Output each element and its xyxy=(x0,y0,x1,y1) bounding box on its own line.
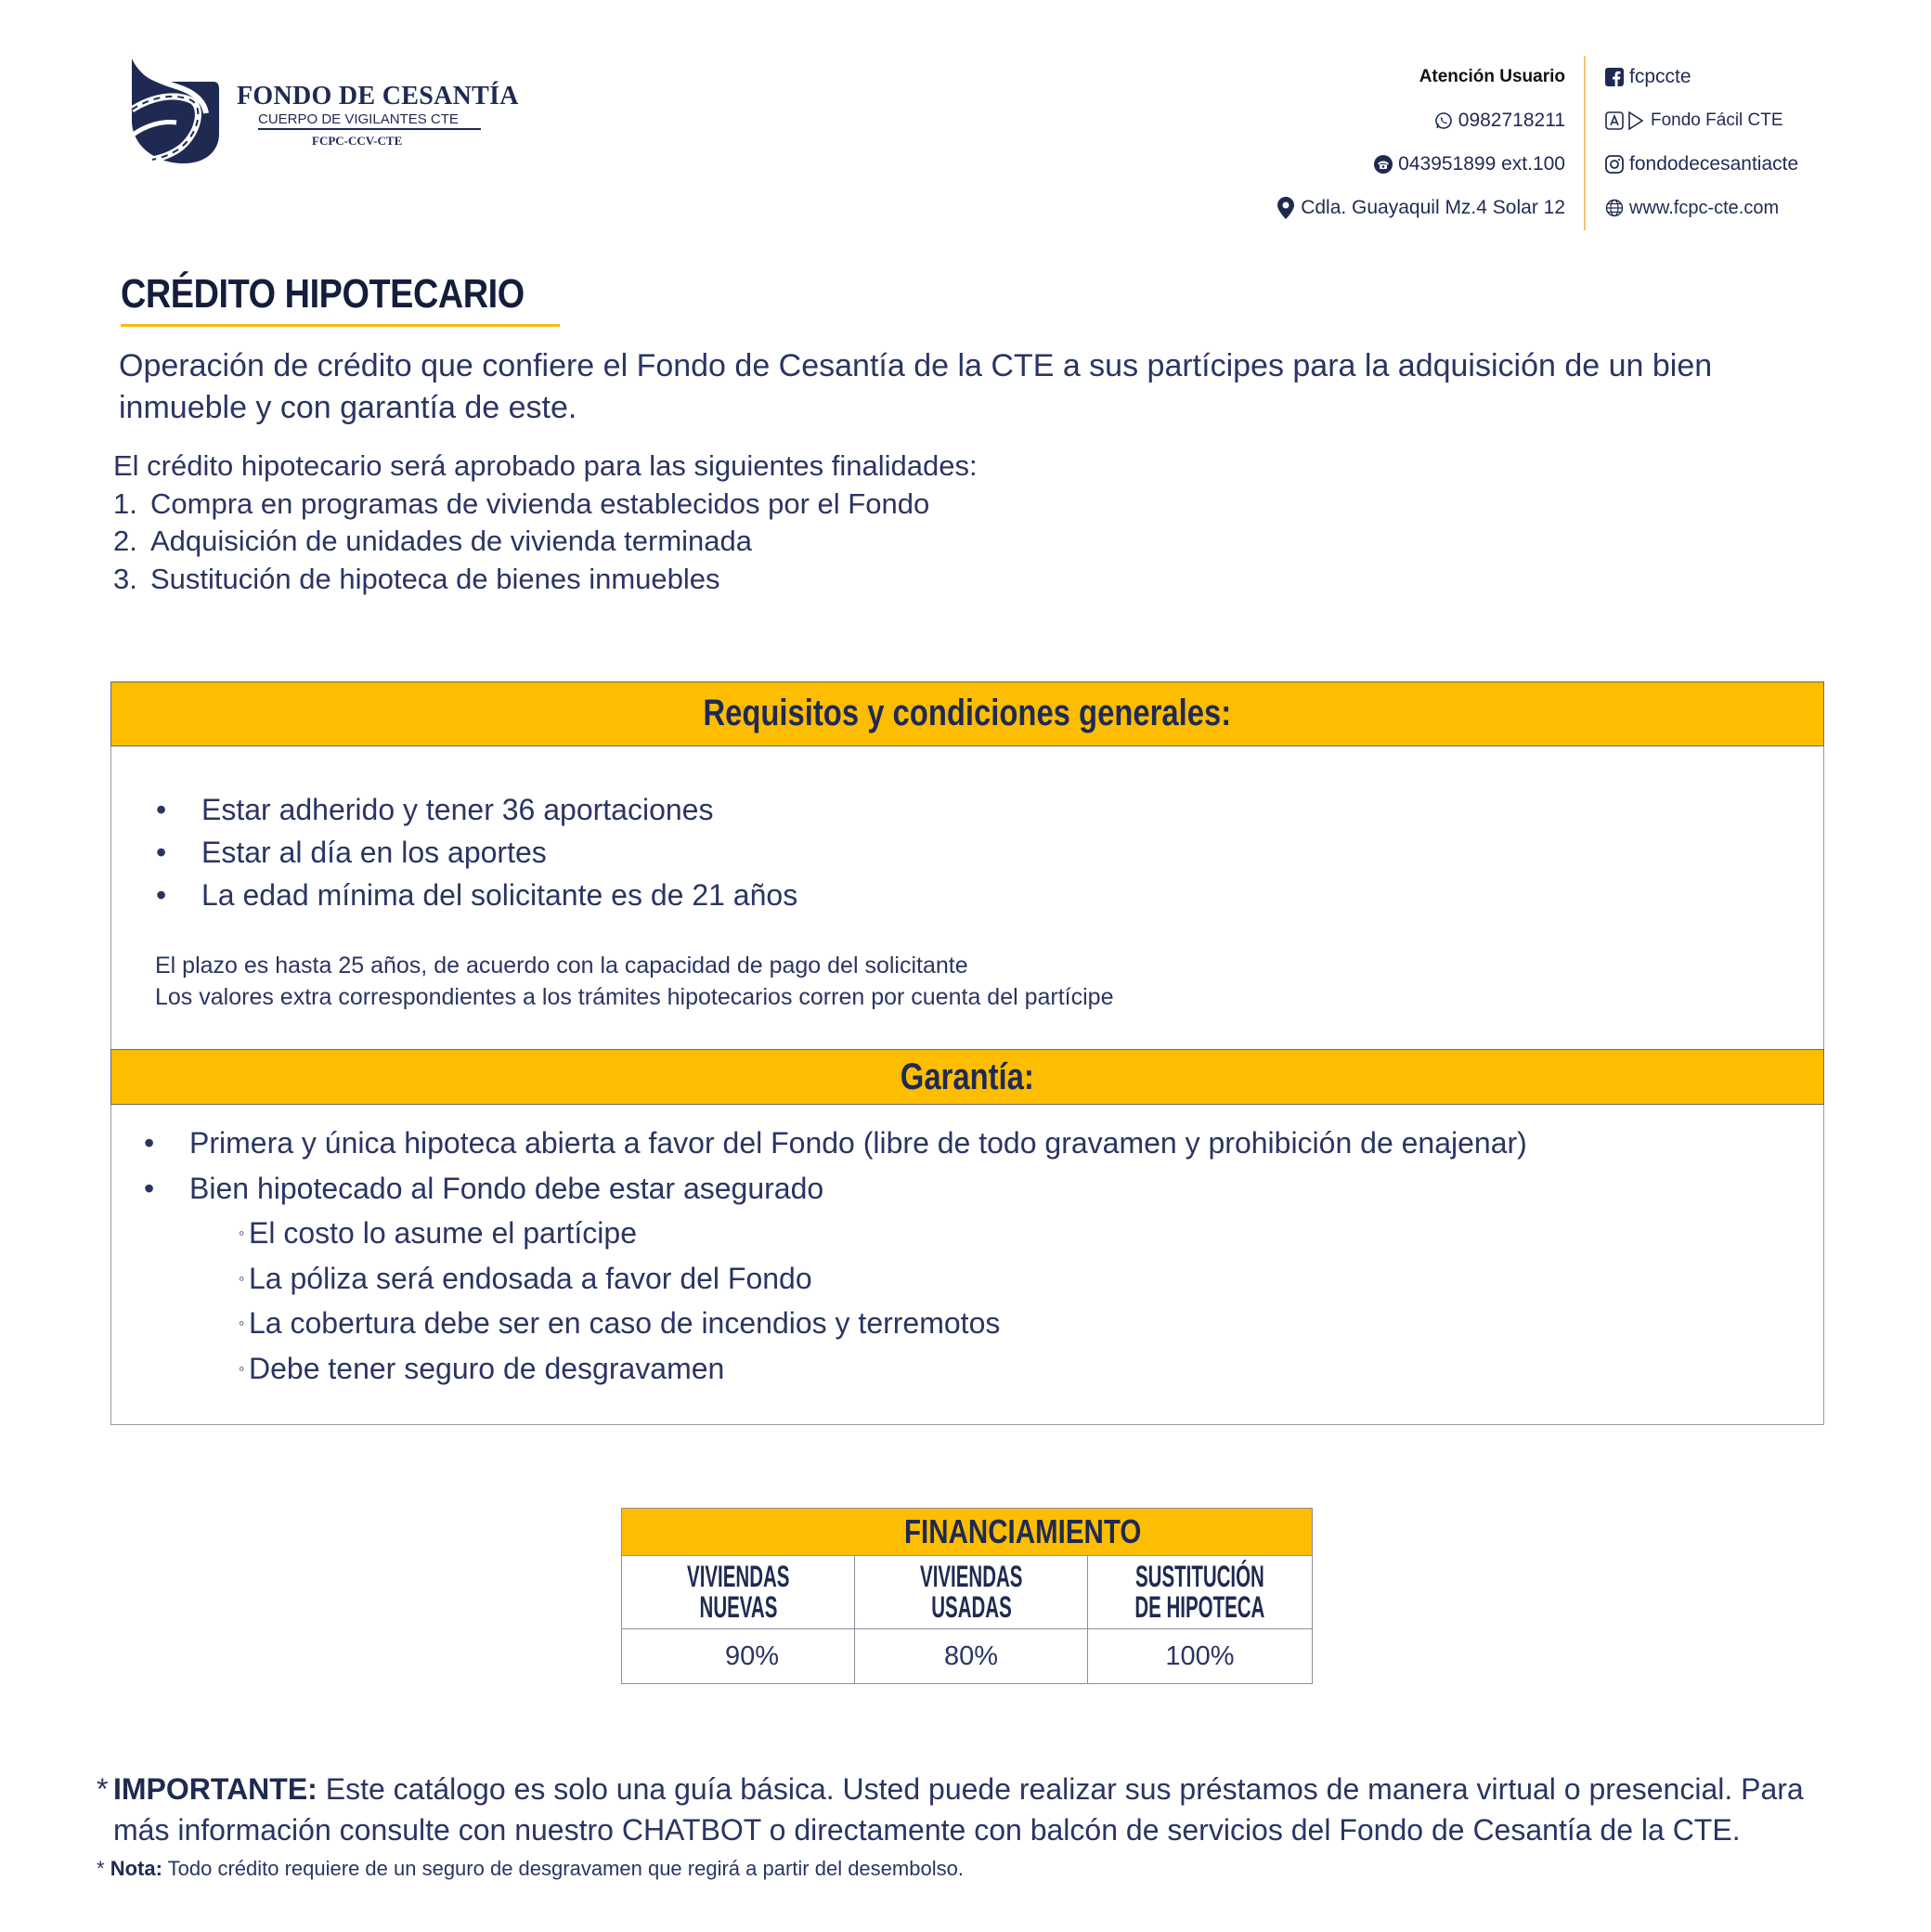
table-row xyxy=(622,1629,1313,1684)
circle-bullet-icon: ◦ xyxy=(239,1358,245,1378)
bullet-icon: • xyxy=(156,793,167,826)
nota-label: Nota: xyxy=(110,1857,162,1880)
app-store-icon xyxy=(1604,110,1625,131)
nota-text: Todo crédito requiere de un seguro de desgravamen que regirá a partir del desembolso. xyxy=(167,1857,964,1880)
facebook-icon xyxy=(1604,67,1625,87)
asterisk: * xyxy=(97,1772,109,1806)
title-underline xyxy=(121,324,560,327)
purpose-section xyxy=(113,447,1506,598)
brand-name: FONDO DE CESANTÍA xyxy=(237,82,519,110)
list-item: • Bien hipotecado al Fondo debe estar asegurado xyxy=(144,1166,1527,1212)
requirements-header xyxy=(110,681,1824,746)
facebook-handle: fcpccte xyxy=(1629,66,1691,87)
list-item: • Estar adherido y tener 36 aportaciones xyxy=(156,788,797,831)
list-item: ◦ Debe tener seguro de desgravamen xyxy=(144,1346,1000,1392)
globe-icon xyxy=(1604,198,1625,218)
list-item: • Primera y única hipoteca abierta a favor del Fondo (libre de todo gravamen y prohibición de enajenar) xyxy=(144,1121,1527,1166)
guarantee-header xyxy=(110,1049,1824,1105)
page-title: CRÉDITO HIPOTECARIO xyxy=(121,271,525,317)
phone-number: 043951899 ext.100 xyxy=(1398,153,1565,175)
brand-logo xyxy=(130,56,519,167)
financing-value: 100% xyxy=(1088,1629,1313,1684)
social-links xyxy=(1604,63,1901,238)
list-item: 2. Adquisición de unidades de vivienda terminada xyxy=(113,525,752,557)
financing-value: 90% xyxy=(622,1629,855,1684)
instagram-icon xyxy=(1604,154,1625,175)
column-header: VIVIENDAS USADAS xyxy=(855,1556,1088,1629)
road-shield-icon xyxy=(130,56,221,165)
list-item: 3. Sustitución de hipoteca de bienes inmuebles xyxy=(113,562,720,595)
app-link[interactable] xyxy=(1604,107,1901,150)
purpose-list xyxy=(113,486,1506,599)
asterisk: * xyxy=(97,1857,105,1880)
circle-bullet-icon: ◦ xyxy=(239,1224,245,1242)
list-item: ◦ La cobertura debe ser en caso de incendios y terremotos xyxy=(144,1301,1000,1346)
whatsapp-contact[interactable] xyxy=(1175,107,1565,150)
website-url: www.fcpc-cte.com xyxy=(1629,198,1780,218)
circle-bullet-icon: ◦ xyxy=(239,1268,245,1288)
financing-title: FINANCIAMIENTO xyxy=(903,1512,1142,1550)
bullet-icon: • xyxy=(156,878,167,912)
whatsapp-number: 0982718211 xyxy=(1458,110,1565,131)
requirements-title: Requisitos y condiciones generales: xyxy=(703,693,1232,733)
requirements-list xyxy=(156,788,797,916)
insurance-sublist xyxy=(144,1211,1000,1391)
nota-note xyxy=(97,1857,964,1881)
guarantee-title: Garantía: xyxy=(900,1057,1034,1097)
whatsapp-icon xyxy=(1433,110,1454,131)
contact-info xyxy=(1175,63,1565,238)
financing-value: 80% xyxy=(855,1629,1088,1684)
brand-code: FCPC-CCV-CTE xyxy=(312,134,403,148)
circle-bullet-icon: ◦ xyxy=(239,1314,245,1332)
instagram-handle: fondodecesantiacte xyxy=(1629,153,1799,175)
list-item: • Estar al día en los aportes xyxy=(156,831,797,874)
bullet-icon: • xyxy=(156,836,167,869)
app-name: Fondo Fácil CTE xyxy=(1651,110,1783,130)
important-note xyxy=(97,1769,1842,1850)
brand-subtitle: CUERPO DE VIGILANTES CTE xyxy=(258,111,481,130)
guarantee-box xyxy=(110,1049,1824,1425)
guarantee-list xyxy=(144,1121,1527,1211)
address-contact xyxy=(1175,194,1565,238)
important-label: IMPORTANTE: xyxy=(113,1772,318,1806)
purpose-lead: El crédito hipotecario será aprobado para las siguientes finalidades: xyxy=(113,449,978,482)
instagram-link[interactable] xyxy=(1604,150,1901,194)
facebook-link[interactable] xyxy=(1604,63,1901,107)
address-text: Cdla. Guayaquil Mz.4 Solar 12 xyxy=(1301,197,1565,218)
financing-table xyxy=(621,1508,1313,1684)
list-item: 1. Compra en programas de vivienda establecidos por el Fondo xyxy=(113,486,930,520)
contact-heading: Atención Usuario xyxy=(1419,67,1565,86)
list-item: • La edad mínima del solicitante es de 21 años xyxy=(156,874,797,916)
header-divider xyxy=(1584,56,1586,230)
bullet-icon: • xyxy=(144,1126,155,1160)
bullet-icon: • xyxy=(144,1171,155,1205)
column-header: VIVIENDAS NUEVAS xyxy=(622,1556,855,1629)
financing-title-cell xyxy=(622,1509,1313,1556)
list-item: ◦ La póliza será endosada a favor del Fondo xyxy=(144,1256,1000,1302)
google-play-icon xyxy=(1626,110,1646,131)
list-item: ◦ El costo lo asume el partícipe xyxy=(144,1211,1000,1256)
term-note: El plazo es hasta 25 años, de acuerdo con la capacidad de pago del solicitante xyxy=(155,953,968,979)
requirements-notes xyxy=(155,950,1113,1013)
column-header: SUSTITUCIÓN DE HIPOTECA xyxy=(1088,1556,1313,1629)
phone-contact[interactable] xyxy=(1175,150,1565,194)
requirements-box xyxy=(110,681,1824,1053)
website-link[interactable] xyxy=(1604,194,1901,238)
table-header-row xyxy=(622,1556,1313,1629)
location-pin-icon xyxy=(1276,198,1296,218)
intro-paragraph: Operación de crédito que confiere el Fondo de Cesantía de la CTE a sus partícipes para la adquisición de un bien inmueble y con garantía de este. xyxy=(119,348,1713,425)
important-text: Este catálogo es solo una guía básica. Usted puede realizar sus préstamos de manera virtual o presencial. Para más información consulte con nuestro CHATBOT o directamente con balcón de servicios del Fondo de Cesantía de la CTE. xyxy=(113,1772,1804,1847)
costs-note: Los valores extra correspondientes a los trámites hipotecarios corren por cuenta del partícipe xyxy=(155,984,1114,1010)
telephone-icon xyxy=(1373,154,1393,175)
